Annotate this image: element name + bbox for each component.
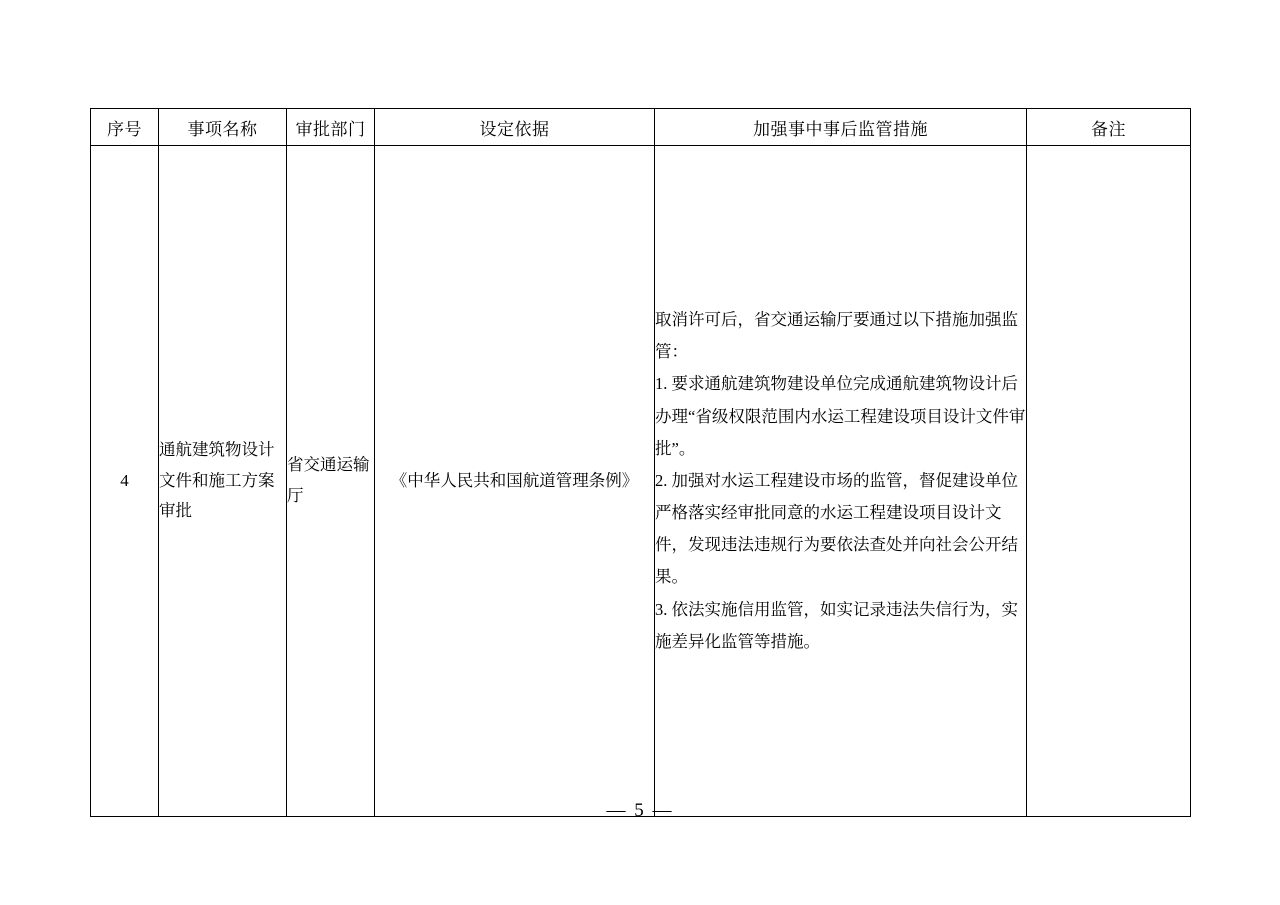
column-header-seq: 序号 [91, 109, 159, 146]
supervision-measures-table [90, 108, 1191, 817]
column-header-measures: 加强事中事后监管措施 [655, 109, 1027, 146]
measures-paragraph-3: 3. 依法实施信用监管，如实记录违法失信行为，实施差异化监管等措施。 [655, 599, 1018, 651]
measures-paragraph-intro: 取消许可后，省交通运输厅要通过以下措施加强监管： [655, 310, 1018, 362]
column-header-note: 备注 [1027, 109, 1191, 146]
cell-remarks [1027, 146, 1191, 817]
column-header-name: 事项名称 [159, 109, 287, 146]
cell-legal-basis: 《中华人民共和国航道管理条例》 [375, 146, 655, 817]
measures-paragraph-2: 2. 加强对水运工程建设市场的监管，督促建设单位严格落实经审批同意的水运工程建设项目设计文件，发现违法违规行为要依法查处并向社会公开结果。 [655, 470, 1018, 587]
column-header-dept: 审批部门 [287, 109, 375, 146]
cell-supervision-measures [655, 146, 1027, 817]
column-header-basis: 设定依据 [375, 109, 655, 146]
table-row [91, 146, 1191, 817]
measures-paragraph-1: 1. 要求通航建筑物建设单位完成通航建筑物设计后办理“省级权限范围内水运工程建设项目设计文件审批”。 [655, 374, 1026, 458]
cell-approval-department: 省交通运输厅 [287, 146, 375, 817]
page-number: — 5 — [606, 800, 674, 821]
cell-item-name: 通航建筑物设计文件和施工方案审批 [159, 146, 287, 817]
cell-sequence-number: 4 [91, 146, 159, 817]
table-header-row [91, 109, 1191, 146]
